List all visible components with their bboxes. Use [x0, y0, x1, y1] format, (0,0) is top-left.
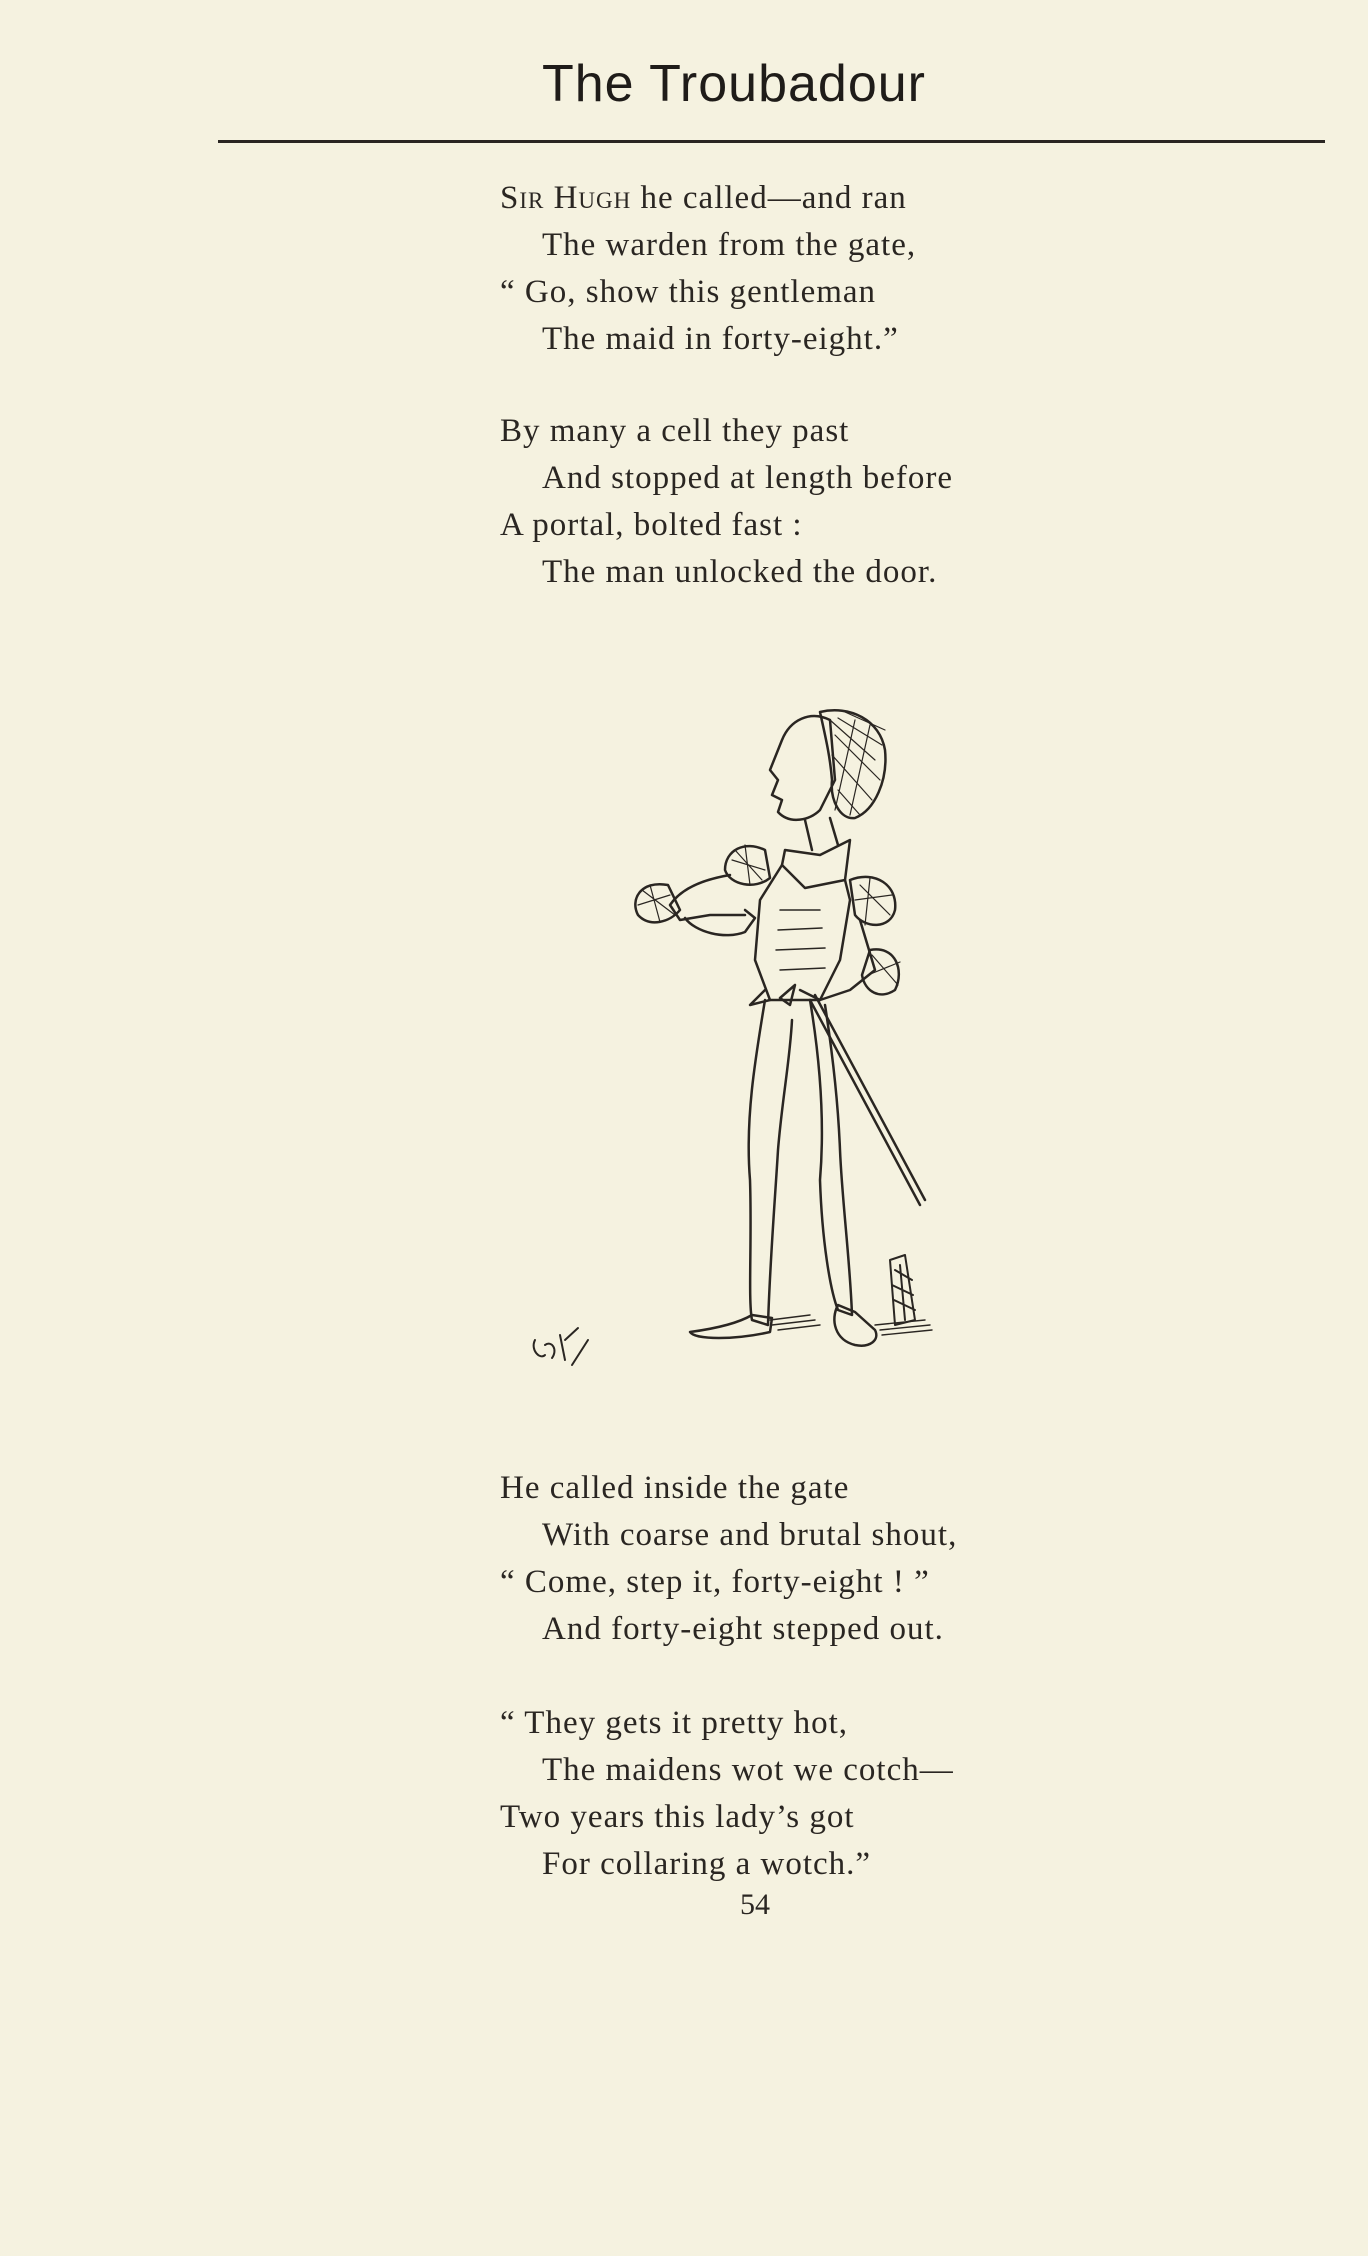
figure-sleeve-right — [862, 949, 899, 994]
verse-line: “ Come, step it, forty-eight ! ” — [500, 1564, 930, 1600]
verse-line: By many a cell they past — [500, 413, 850, 449]
verse-line: He called inside the gate — [500, 1470, 850, 1506]
verse-line: The warden from the gate, — [542, 227, 917, 263]
stanza-2 — [500, 408, 1120, 596]
verse-line: A portal, bolted fast : — [500, 507, 803, 543]
stanza-1 — [500, 175, 1120, 363]
verse-line: “ Go, show this gentleman — [500, 274, 877, 310]
page-number: 54 — [740, 1888, 770, 1921]
verse-line — [500, 175, 1120, 222]
hair-hatching — [830, 712, 885, 815]
figure-shoulder-puff-right — [850, 877, 895, 925]
verse-line: For collaring a wotch.” — [542, 1846, 872, 1882]
verse-line: The maid in forty-eight.” — [542, 321, 899, 357]
figure-collar — [782, 840, 850, 888]
verse-line: With coarse and brutal shout, — [542, 1517, 958, 1553]
troubadour-illustration — [520, 700, 940, 1380]
page-title: The Troubadour — [541, 55, 927, 113]
verse-line: And forty-eight stepped out. — [542, 1611, 944, 1647]
figure-sword — [800, 990, 925, 1205]
name-small-caps: Sir Hugh — [500, 180, 632, 216]
ground-shadow — [770, 1315, 932, 1335]
stanza-3 — [500, 1465, 1120, 1653]
figure-leg-left — [749, 1000, 792, 1325]
figure-belt-bow — [750, 985, 795, 1005]
verse-line-text: he called—and ran — [631, 180, 907, 216]
verse-line: “ They gets it pretty hot, — [500, 1705, 848, 1741]
torso-lacing — [776, 910, 825, 970]
verse-line: And stopped at length before — [542, 460, 954, 496]
artist-signature — [534, 1328, 588, 1365]
verse-line: The man unlocked the door. — [542, 554, 938, 590]
stanza-4 — [500, 1700, 1120, 1888]
header-rule — [218, 140, 1325, 143]
verse-line: Two years this lady’s got — [500, 1799, 855, 1835]
figure-shoe-left — [690, 1315, 772, 1338]
verse-line: The maidens wot we cotch— — [542, 1752, 954, 1788]
wall-stub — [890, 1255, 915, 1325]
figure-leg-right — [810, 1000, 852, 1315]
figure-neck — [805, 818, 838, 850]
